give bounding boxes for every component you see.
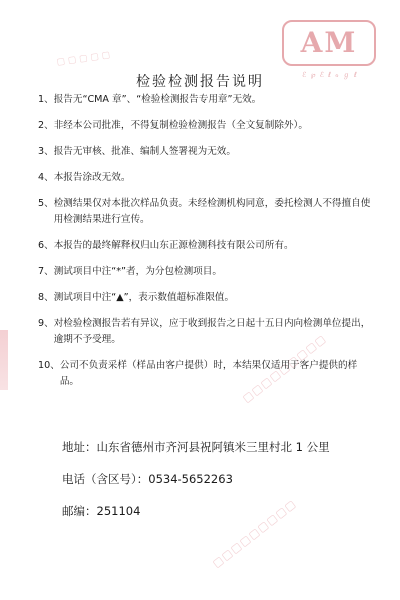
faded-seal-top: ▢ ▢ ▢ ▢ ▢ <box>56 50 111 68</box>
phone-line: 电话（含区号）：0534-5652263 <box>62 472 233 486</box>
faded-diagonal-seal-1: ▢▢▢▢▢▢▢▢▢ <box>240 331 329 406</box>
notes-list <box>38 92 373 400</box>
contact-block <box>62 438 382 534</box>
am-stamp-caption: ℰ ℘ ℰ ℓ ℴ ℊ ℓ <box>302 71 358 79</box>
postcode-line: 邮编：251104 <box>62 504 141 518</box>
list-item: 5、 检测结果仅对本批次样品负责。未经检测机构同意，委托检测人不得擅自使用检测结果进行宣传。 <box>38 198 371 225</box>
list-item: 4、 本报告涂改无效。 <box>38 172 131 183</box>
binding-seal-mark <box>0 330 8 390</box>
faded-diagonal-seal-2: ▢▢▢▢▢▢▢▢▢ <box>210 496 299 571</box>
list-item: 8、 测试项目中注“▲”，表示数值超标准限值。 <box>38 292 235 303</box>
am-logo-stamp: AM <box>282 20 376 66</box>
page-title: 检验检测报告说明 <box>136 74 264 91</box>
list-item: 2、 非经本公司批准，不得复制检验检测报告（全文复制除外）。 <box>38 120 308 131</box>
list-item: 9、 对检验检测报告若有异议，应于收到报告之日起十五日内向检测单位提出，逾期不予受理。 <box>38 318 371 345</box>
list-item: 7、 测试项目中注“*”者，为分包检测项目。 <box>38 266 222 277</box>
list-item: 1、 报告无“CMA 章”、“检验检测报告专用章”无效。 <box>38 94 262 105</box>
list-item: 6、 本报告的最终解释权归山东正源检测科技有限公司所有。 <box>38 240 294 251</box>
address-line: 地址：山东省德州市齐河县祝阿镇米三里村北 1 公里 <box>62 440 330 454</box>
list-item: 10、 公司不负责采样（样品由客户提供）时，本结果仅适用于客户提供的样品。 <box>38 360 358 387</box>
list-item: 3、 报告无审核、批准、编制人签署视为无效。 <box>38 146 236 157</box>
